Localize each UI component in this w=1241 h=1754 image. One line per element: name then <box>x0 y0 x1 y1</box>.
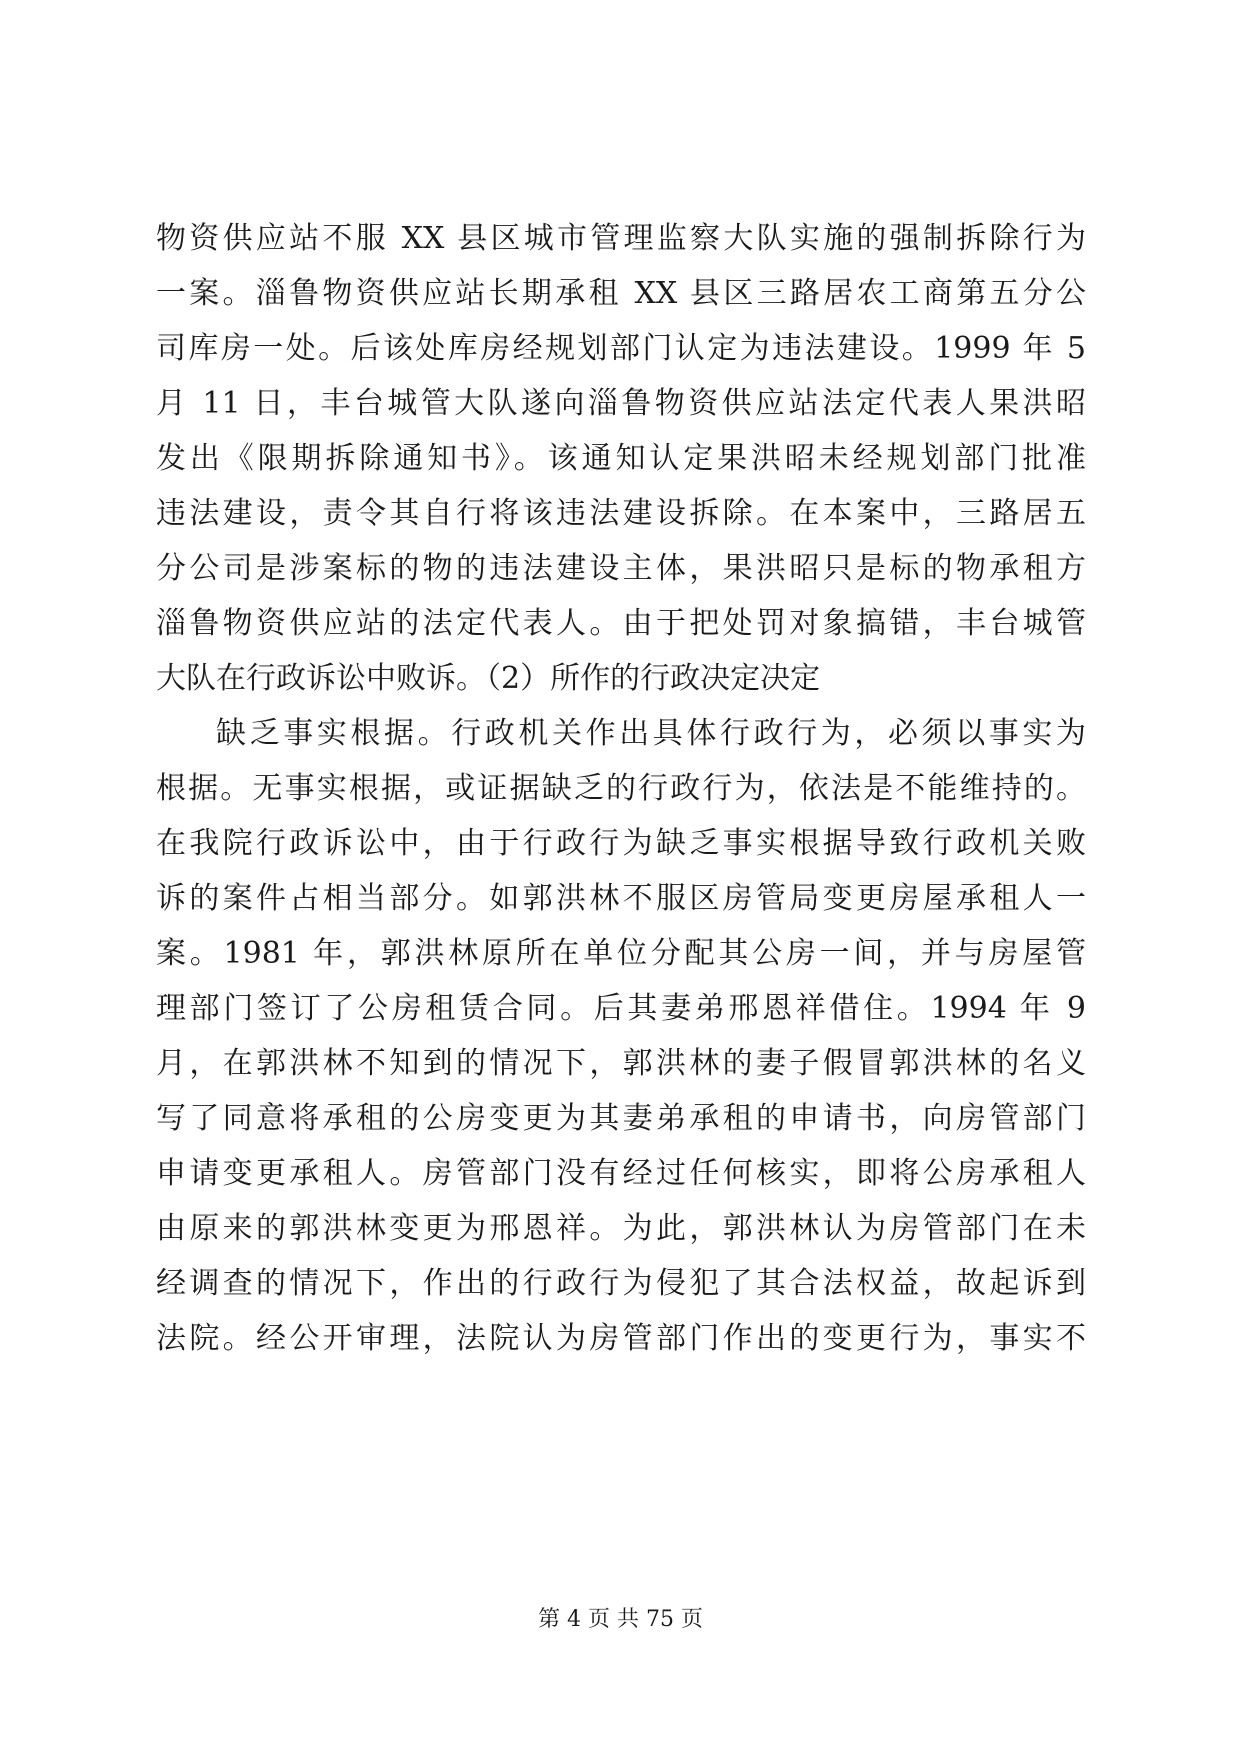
body-text-line: 发出《限期拆除通知书》。该通知认定果洪昭未经规划部门批准 <box>156 441 1086 476</box>
body-text-line: 分公司是涉案标的物的违法建设主体，果洪昭只是标的物承租方 <box>156 551 1086 586</box>
body-text-line: 在我院行政诉讼中，由于行政行为缺乏事实根据导致行政机关败 <box>156 826 1086 861</box>
body-text-line: 诉的案件占相当部分。如郭洪林不服区房管局变更房屋承租人一 <box>156 881 1086 916</box>
body-text-line: 违法建设，责令其自行将该违法建设拆除。在本案中，三路居五 <box>156 496 1086 531</box>
body-text-line: 月 11 日，丰台城管大队遂向淄鲁物资供应站法定代表人果洪昭 <box>156 386 1086 421</box>
body-text-line: 司库房一处。后该处库房经规划部门认定为违法建设。1999 年 5 <box>156 331 1086 366</box>
body-text-line: 月，在郭洪林不知到的情况下，郭洪林的妻子假冒郭洪林的名义 <box>156 1046 1086 1081</box>
body-text-line: 经调查的情况下，作出的行政行为侵犯了其合法权益，故起诉到 <box>156 1266 1086 1301</box>
body-text-line: 由原来的郭洪林变更为邢恩祥。为此，郭洪林认为房管部门在未 <box>156 1211 1086 1246</box>
body-text-line: 大队在行政诉讼中败诉。（2）所作的行政决定决定 <box>156 661 821 696</box>
body-text-line: 淄鲁物资供应站的法定代表人。由于把处罚对象搞错，丰台城管 <box>156 606 1086 641</box>
body-text-line: 案。1981 年，郭洪林原所在单位分配其公房一间，并与房屋管 <box>156 936 1086 971</box>
body-text-line: 法院。经公开审理，法院认为房管部门作出的变更行为，事实不 <box>156 1321 1086 1356</box>
body-text-line: 物资供应站不服 XX 县区城市管理监察大队实施的强制拆除行为 <box>156 221 1086 256</box>
page-number-footer: 第 4 页 共 75 页 <box>538 1607 703 1632</box>
body-text-line: 申请变更承租人。房管部门没有经过任何核实，即将公房承租人 <box>156 1156 1086 1191</box>
body-text-line: 根据。无事实根据，或证据缺乏的行政行为，依法是不能维持的。 <box>156 771 1086 806</box>
body-text-line: 一案。淄鲁物资供应站长期承租 XX 县区三路居农工商第五分公 <box>156 276 1086 311</box>
body-text-line: 理部门签订了公房租赁合同。后其妻弟邢恩祥借住。1994 年 9 <box>156 991 1086 1026</box>
paragraph-first-line: 缺乏事实根据。行政机关作出具体行政行为，必须以事实为 <box>216 716 1086 751</box>
body-text-line: 写了同意将承租的公房变更为其妻弟承租的申请书，向房管部门 <box>156 1101 1086 1136</box>
